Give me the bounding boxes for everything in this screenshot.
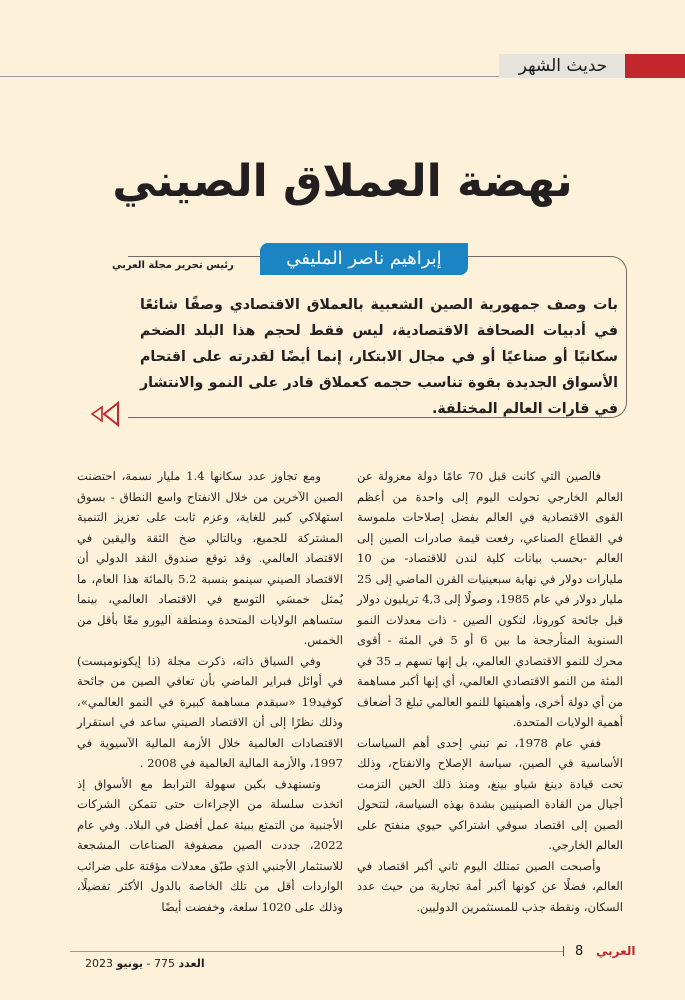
- issue-year: 2023: [85, 957, 113, 970]
- paragraph: وتستهدف بكين سهولة الترابط مع الأسواق إذ اتخذت سلسلة من الإجراءات حتى تتمكن الشركات الأجنبية من التمتع ببيئة عمل أفضل في البلاد. وفي عام 2022، جددت الصين مصفوفة الصناعات المشجعة للاستثمار الأجنبي الذي طبّق معدلات مؤقتة على ضرائب الواردات أقل من تلك الخاصة بالدول الأكثر تفضيلًا، وذلك على 1020 سلعة، وخفضت أيضًا: [77, 776, 343, 914]
- section-label: حديث الشهر: [499, 54, 625, 78]
- author-role: رئيس تحرير مجلة العربي: [112, 260, 234, 271]
- issue-info: [85, 957, 205, 970]
- large-triangle: [104, 403, 118, 425]
- footer-rule: [70, 951, 563, 952]
- paragraph: ومع تجاوز عدد سكانها 1.4 مليار نسمة، احتضنت الصين الآخرين من خلال الانفتاح واسع النطاق - بسوق استهلاكي كبير للغاية، وعزم ثابت على تعزيز التنمية المشتركة للجميع، وبالتالي ضخ الثقة واليقين في الاقتصاد العالمي. وقد توقع صندوق النقد الدولي أن الاقتصاد الصيني سينمو بنسبة 5.2 بالمائة هذا العام، ما يُمثل خمسَي التوسع في الاقتصاد العالمي، بينما ستساهم الولايات المتحدة ومنطقة اليورو معًا بأقل من الخمس.: [77, 469, 343, 647]
- paragraph: وفي السياق ذاته، ذكرت مجلة (ذا إيكونوميست) في أوائل فبراير الماضي بأن تعافي الصين من جائحة كوفيد19 «سيقدم مساهمة كبيرة في النمو العالمي»، وذلك نظرًا إلى أن الاقتصاد الصيني ساعد في استقرار الاقتصادات العالمية خلال الأزمة المالية الآسيوية في 1997، والأزمة المالية العالمية في 2008 .: [77, 653, 343, 770]
- small-triangle: [92, 407, 102, 421]
- article-lede: بات وصف جمهورية الصين الشعبية بالعملاق الاقتصادي وصفًا شائعًا في أدبيات الصحافة الاقتصادية، ليس فقط لحجم هذا البلد الضخم سكانيًا أو صناعيًا أو في مجال الابتكار، إنما أيضًا لقدرته على اقتحام الأسواق الجديدة بقوة تناسب حجمه كعملاق قادر على النمو والانتشار في قارات العالم المختلفة.: [140, 297, 618, 417]
- issue-month: يونيو: [116, 957, 144, 970]
- section-accent-bar: [625, 54, 685, 78]
- author-name-badge: إبراهيم ناصر المليفي: [260, 243, 468, 275]
- issue-number: 775: [154, 957, 176, 970]
- article-title: نهضة العملاق الصيني: [112, 156, 573, 207]
- page-number: 8: [575, 944, 584, 959]
- footer-tick: [563, 946, 564, 956]
- paragraph: وأصبحت الصين تمتلك اليوم ثاني أكبر اقتصاد في العالم، فضلًا عن كونها أكبر أمة تجارية من حيث عدد السكان، ونقطة جذب للمستثمرين الدوليين.: [357, 858, 623, 914]
- double-left-triangle-icon: [88, 401, 122, 427]
- issue-separator: -: [146, 957, 151, 970]
- paragraph: ففي عام 1978، تم تبني إحدى أهم السياسات الأساسية في الصين، سياسة الإصلاح والانفتاح، وذلك تحت قيادة دينغ شياو بينغ، ومنذ ذلك الحين التزمت أجيال من القادة الصينيين بشدة بهذه السياسة، لتتحول الصين إلى اقتصاد سوقي اشتراكي حيوي منفتح على العالم الخارجي.: [357, 735, 623, 852]
- body-column-left: [77, 466, 343, 917]
- section-tab: [499, 54, 685, 78]
- body-column-right: [357, 466, 623, 917]
- paragraph: فالصين التي كانت قبل 70 عامًا دولة معزولة عن العالم الخارجي تحولت اليوم إلى واحدة من أعظم القوى الاقتصادية في العالم بفضل إصلاحات ملموسة في القطاع الصناعي، رفعت قيمة صادرات الصين إلى العالم -بحسب بيانات كلية لندن للاقتصاد- من 10 مليارات دولار في نهاية سبعينيات القرن الماضي إلى 25 مليار دولار في عام 1985، وصولًا إلى 4,3 تريليون دولار قبل جائحة كورونا، لتكون الصين - ذات معدلات النمو السنوية المتأرجحة ما بين 6 أو 5 في المئة - أقوى محرك للنمو الاقتصادي العالمي، بل إنها تسهم بـ 35 في المئة من النمو الاقتصادي العالمي، أي إنها أكبر مساهمة من أي دولة أخرى، وأهميتها للنمو العالمي تبلغ 3 أضعاف أهمية الولايات المتحدة.: [357, 469, 623, 729]
- magazine-name: العربي: [596, 944, 636, 958]
- issue-label: العدد: [178, 957, 205, 970]
